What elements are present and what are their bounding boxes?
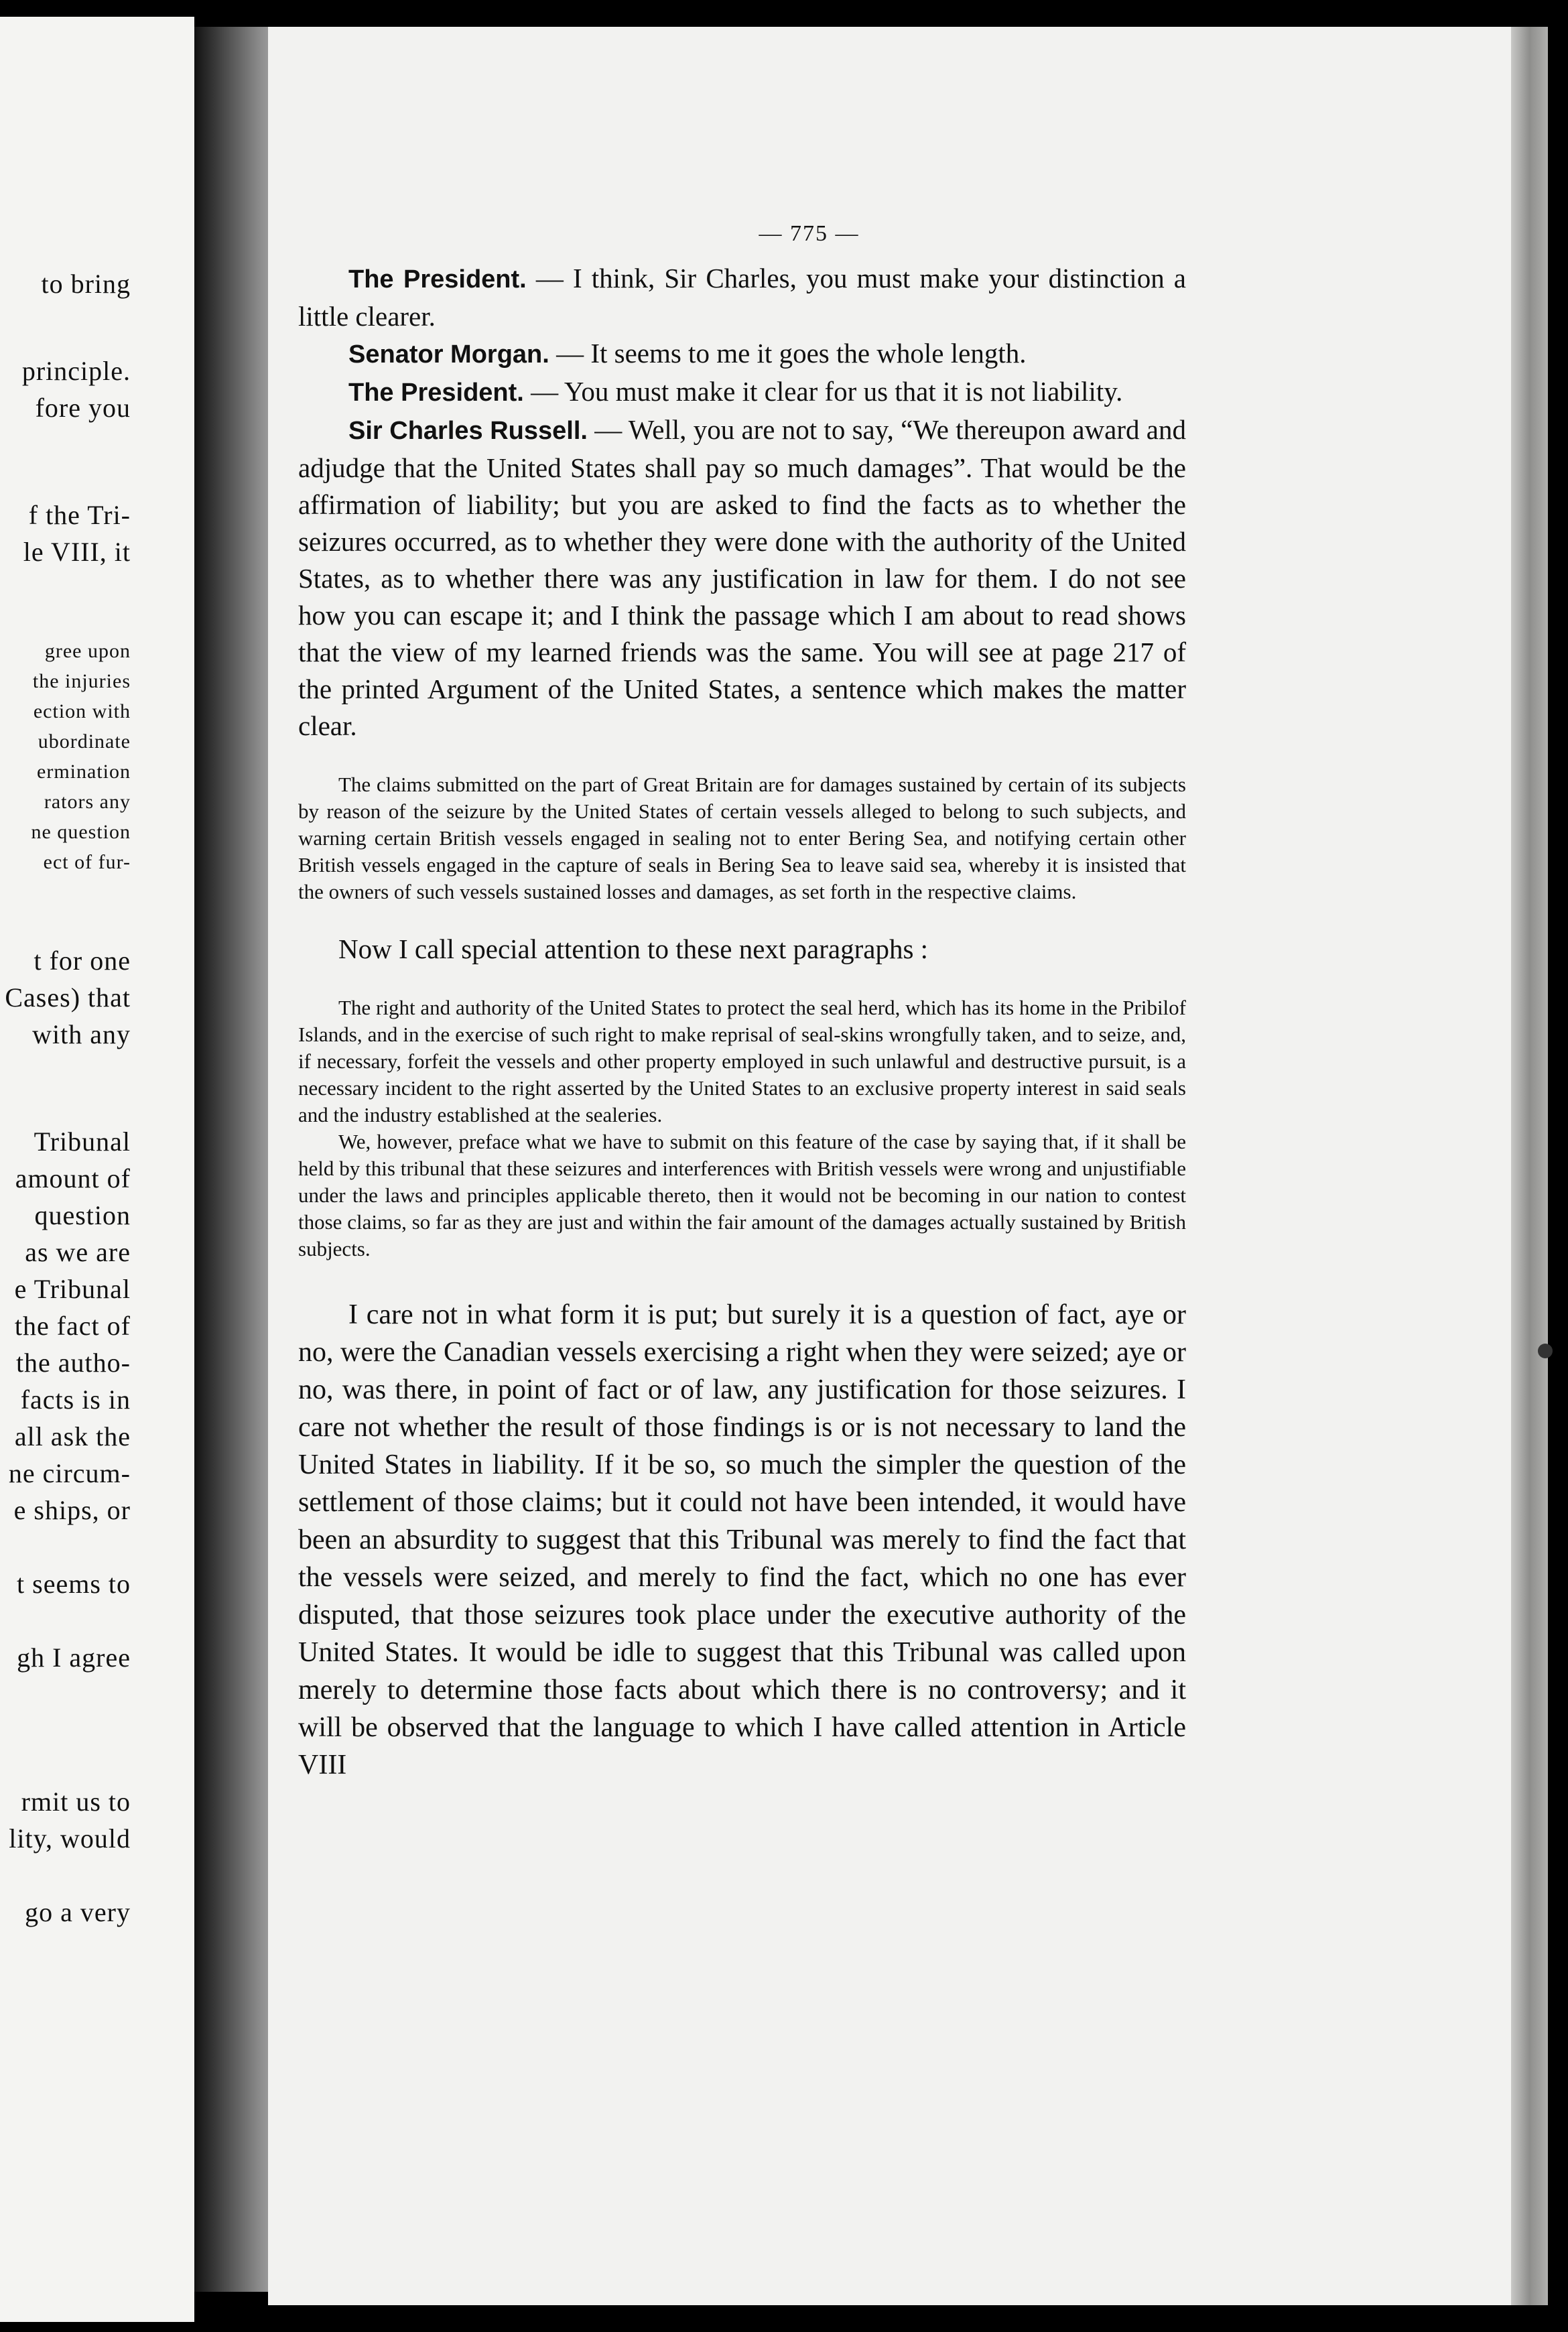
closing-paragraph: I care not in what form it is put; but surely it is a question of fact, aye or no, were the Canadian vessels exercising a right when they were seized; aye or no, was there, in point of fact or of law, any justification for those seizures. I care not whether the result of those findings is or is not necessary to land the United States in liability. If it be so, so much the simpler the question of the settlement of those claims; but it could not have been intended, it would have been an absurdity to suggest that this Tribunal was merely to find the fact that the vessels were seized, and merely to find the fact, which no one has ever disputed, that those seizures took place under the executive authority of the United States. It would be idle to suggest that this Tribunal was called upon merely to determine those facts about which there is no controversy; and it will be observed that the language to which I have called attention in Article VIII: [298, 1299, 1186, 1780]
callout-sentence: Now I call special attention to these next paragraphs :: [338, 933, 929, 964]
left-text-fragment: facts is in: [20, 1384, 131, 1415]
speaker-name: Sir Charles Russell.: [348, 417, 588, 445]
left-text-fragment: gree upon: [44, 640, 131, 662]
dialogue-paragraph: [298, 260, 1186, 335]
left-text-fragment: f the Tri-: [28, 500, 131, 530]
left-text-fragment: fore you: [35, 393, 131, 423]
left-text-fragment: lity, would: [9, 1823, 131, 1854]
left-text-fragment: ne circum-: [8, 1458, 131, 1488]
block-quote: [298, 771, 1186, 905]
left-text-fragment: ne question: [31, 821, 131, 843]
speaker-name: Senator Morgan.: [348, 340, 549, 369]
left-text-fragment: t for one: [34, 946, 131, 976]
page-edge: [1511, 27, 1548, 2305]
dialogue-paragraph: [298, 335, 1186, 373]
left-text-fragment: the injuries: [32, 670, 131, 692]
page-content: [298, 221, 1186, 1784]
left-text-fragment: t seems to: [17, 1569, 131, 1599]
left-page-fragment: [0, 17, 194, 2322]
left-text-fragment: ection with: [33, 700, 131, 722]
left-text-fragment: the fact of: [14, 1311, 131, 1341]
left-text-fragment: le VIII, it: [23, 537, 131, 567]
closing-block: [298, 1296, 1186, 1784]
ink-blot: [1538, 1344, 1553, 1358]
left-text-fragment: ect of fur-: [43, 851, 131, 873]
left-text-fragment: ubordinate: [38, 730, 131, 753]
speaker-name: The President.: [348, 265, 527, 294]
left-text-fragment: go a very: [25, 1897, 131, 1927]
speech-text: — I think, Sir Charles, you must make your distinction a little clearer.: [298, 263, 1187, 332]
speech-text: — Well, you are not to say, “We thereupon award and adjudge that the United States shall pay so much damages”. That would be the affirmation of liability; but you are asked to find the facts as to whether the seizures occurred, as to whether they were done with the authority of the United States, as to whether there was any justification in law for them. I do not see how you can escape it; and I think the passage which I am about to read shows that the view of my learned friends was the same. You will see at page 217 of the printed Argument of the United States, a sentence which makes the matter clear.: [298, 414, 1187, 741]
left-text-fragment: as we are: [25, 1237, 131, 1267]
speech-text: — It seems to me it goes the whole length.: [549, 338, 1027, 369]
dialogue-paragraph: [298, 411, 1186, 744]
left-text-fragment: rators any: [44, 791, 131, 813]
left-text-fragment: e ships, or: [13, 1495, 131, 1525]
left-text-fragment: with any: [32, 1019, 131, 1049]
dialogue-paragraph: [298, 373, 1186, 411]
speaker-name: The President.: [348, 379, 524, 407]
left-text-fragment: principle.: [21, 356, 131, 386]
left-text-fragment: rmit us to: [21, 1787, 131, 1817]
left-text-fragment: gh I agree: [17, 1642, 131, 1673]
left-text-fragment: ermination: [37, 761, 131, 783]
left-text-fragment: Cases) that: [5, 982, 131, 1013]
left-text-fragment: the autho-: [15, 1348, 131, 1378]
dialogue-block: [298, 260, 1186, 744]
block-quote: [298, 994, 1186, 1262]
left-text-fragment: e Tribunal: [14, 1274, 131, 1304]
left-text-fragment: Tribunal: [34, 1126, 131, 1157]
left-text-fragment: amount of: [15, 1163, 131, 1193]
left-text-fragment: to bring: [41, 269, 131, 299]
left-text-fragment: question: [34, 1200, 131, 1230]
quote-paragraph: We, however, preface what we have to submit on this feature of the case by saying that, if it shall be held by this tribunal that these seizures and interferences with British vessels were wrong and unjustifiable under the laws and principles applicable thereto, then it would not be becoming in our nation to contest those claims, so far as they are just and within the fair amount of the damages actually sustained by British subjects.: [298, 1130, 1186, 1260]
quote-paragraph: The right and authority of the United States to protect the seal herd, which has its home in the Pribilof Islands, and in the exercise of such right to make reprisal of seal-skins wrongfully taken, and to seize, and, if necessary, forfeit the vessels and other property employed in such unlawful and destructive pursuit, is a necessary incident to the right asserted by the United States to an exclusive property interest in said seals and the industry established at the sealeries.: [298, 996, 1186, 1126]
quote-paragraph: The claims submitted on the part of Great Britain are for damages sustained by certain of its subjects by reason of the seizure by the United States of certain vessels alleged to belong to such subjects, and warning certain British vessels engaged in sealing not to enter Bering Sea, and notifying certain other British vessels engaged in the capture of seals in Bering Sea to leave said sea, whereby it is insisted that the owners of such vessels sustained losses and damages, as set forth in the respective claims.: [298, 773, 1186, 903]
speech-text: — You must make it clear for us that it is not liability.: [523, 376, 1123, 407]
page-number: — 775 —: [759, 221, 860, 246]
left-text-fragment: all ask the: [14, 1421, 131, 1451]
